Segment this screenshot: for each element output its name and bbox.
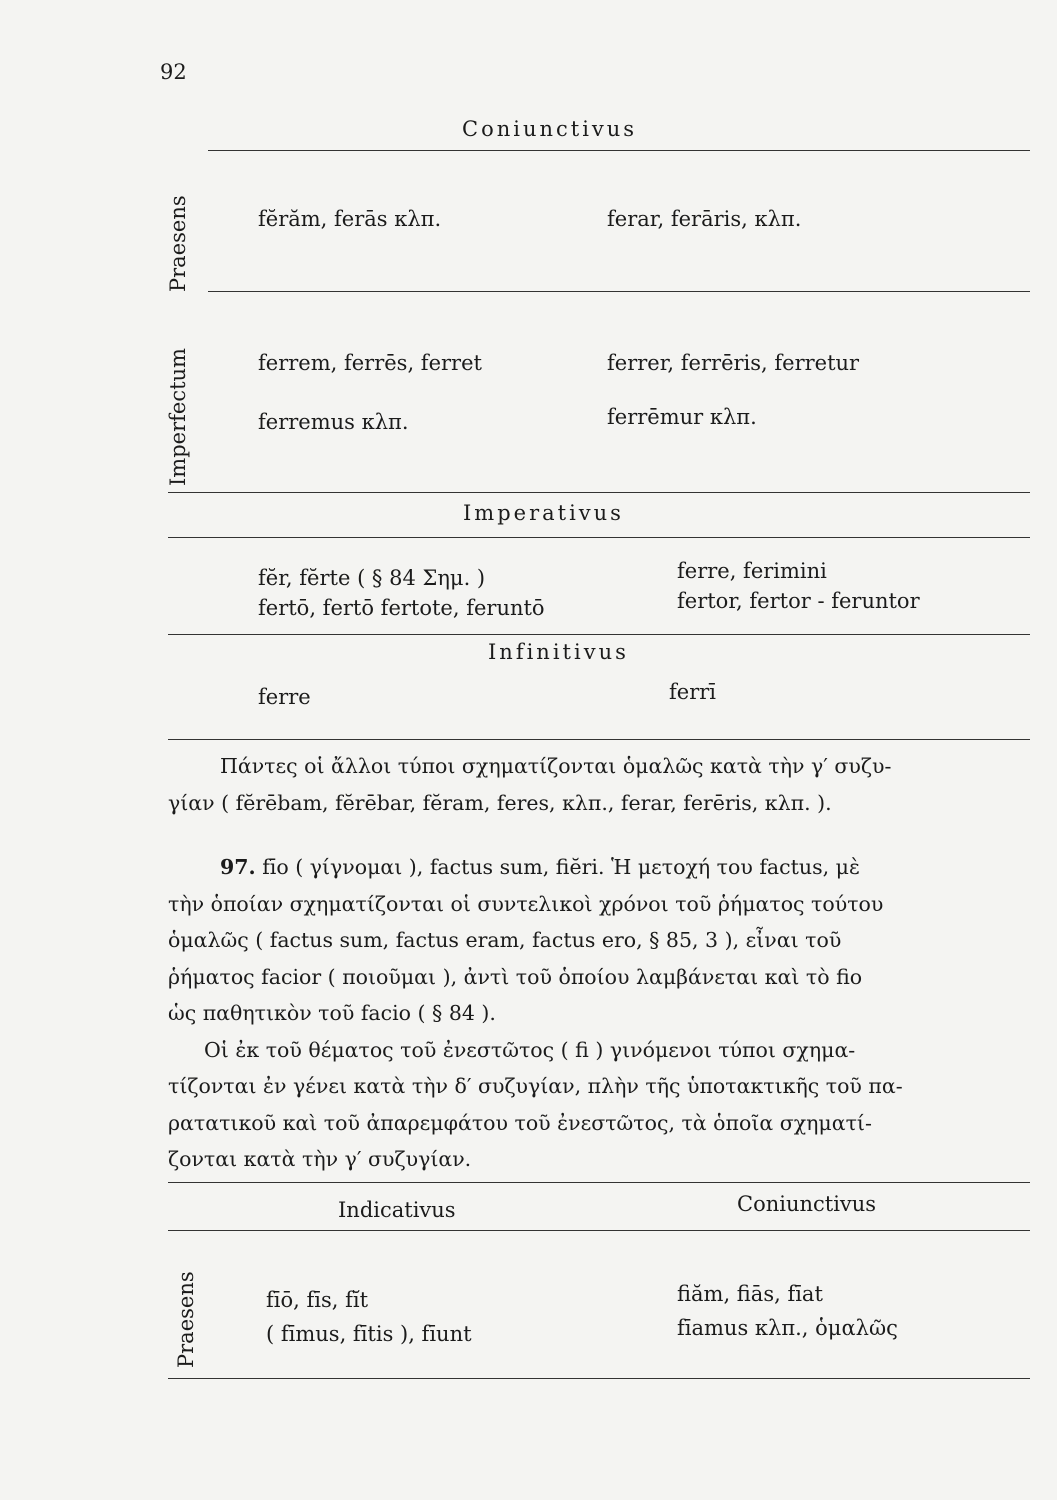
section-97-line: ὁμαλῶς ( factus sum, factus eram, factus ero, § 85, 3 ), εἶναι τοῦ [168,928,842,952]
table2-praesens-label: Praesens [174,1271,198,1368]
section-97-line: fīo ( γίγνομαι ), factus sum, fiĕri. Ἡ μετοχή του factus, μὲ [262,855,860,879]
imperativus-active-2: fertō, fertō fertote, feruntō [258,596,545,620]
section-97 [168,849,1030,1178]
page-number: 92 [160,60,187,84]
table2-top-rule [168,1182,1030,1183]
imperfectum-row-label: Imperfectum [166,348,190,486]
imperfectum-passive-forms-2: ferrēmur κλπ. [607,405,757,429]
table2-header-rule [168,1230,1030,1231]
table2-bottom-rule [168,1378,1030,1379]
imperativus-header: Imperativus [463,501,624,525]
coniunctivus-forms-2: fīamus κλπ., ὁμαλῶς [677,1316,898,1340]
section-number: 97. [220,855,256,879]
section-97-line: ζονται κατὰ τὴν γ′ συζυγίαν. [168,1147,472,1171]
imperfectum-passive-forms-1: ferrer, ferrēris, ferretur [607,351,860,375]
paragraph-line: Πάντες οἱ ἄλλοι τύποι σχηματίζονται ὁμαλῶς κατὰ τὴν γ′ συζυ- [220,754,892,778]
infinitivus-header: Infinitivus [488,640,629,664]
indicativus-header: Indicativus [338,1198,456,1222]
table1-mid-rule [208,291,1030,292]
imperativus-passive-2: fertor, fertor - feruntor [677,589,920,613]
imperativus-passive-1: ferre, ferimini [677,559,827,583]
section-97-line: τίζονται ἐν γένει κατὰ τὴν δ′ συζυγίαν, πλὴν τῆς ὑποτακτικῆς τοῦ πα- [168,1074,903,1098]
section-97-line: ὡς παθητικὸν τοῦ facio ( § 84 ). [168,1001,496,1025]
table1-bottom-rule [168,492,1030,493]
table1-top-rule [208,150,1030,151]
infinitivus-active: ferre [258,685,311,709]
coniunctivus-forms-1: fiăm, fiās, fīat [677,1282,823,1306]
praesens-active-forms: fĕrăm, ferās κλπ. [258,207,442,231]
imperfectum-active-forms-2: ferremus κλπ. [258,410,409,434]
section-97-line: τὴν ὁποίαν σχηματίζονται οἱ συντελικοὶ χρόνοι τοῦ ῥήματος τούτου [168,891,884,916]
imperativus-top-rule [168,537,1030,538]
infinitivus-bottom-rule [168,739,1030,740]
section-97-line: Οἱ ἐκ τοῦ θέματος τοῦ ἐνεστῶτος ( fi ) γινόμενοι τύποι σχημα- [204,1037,856,1062]
imperfectum-active-forms-1: ferrem, ferrēs, ferret [258,351,482,375]
praesens-row-label: Praesens [166,195,190,292]
table1-header: Coniunctivus [462,117,638,141]
imperativus-active-1: fĕr, fĕrte ( § 84 Σημ. ) [258,566,486,590]
paragraph-other-forms [168,748,1030,821]
section-97-line: ρατατικοῦ καὶ τοῦ ἀπαρεμφάτου τοῦ ἐνεστῶτος, τὰ ὁποῖα σχηματί- [168,1110,872,1135]
coniunctivus-header: Coniunctivus [737,1192,877,1216]
praesens-passive-forms: ferar, ferāris, κλπ. [607,207,802,231]
imperativus-bottom-rule [168,634,1030,635]
paragraph-line: γίαν ( fĕrēbam, fĕrēbar, fĕram, feres, κλπ., ferar, ferēris, κλπ. ). [168,790,832,815]
section-97-line: ῥήματος facior ( ποιοῦμαι ), ἀντὶ τοῦ ὁποίου λαμβάνεται καὶ τὸ fio [168,964,863,989]
infinitivus-passive: ferrī [669,680,716,704]
indicativus-forms-2: ( fīmus, fītis ), fīunt [266,1322,472,1346]
indicativus-forms-1: fīō, fīs, fĭt [266,1288,369,1312]
